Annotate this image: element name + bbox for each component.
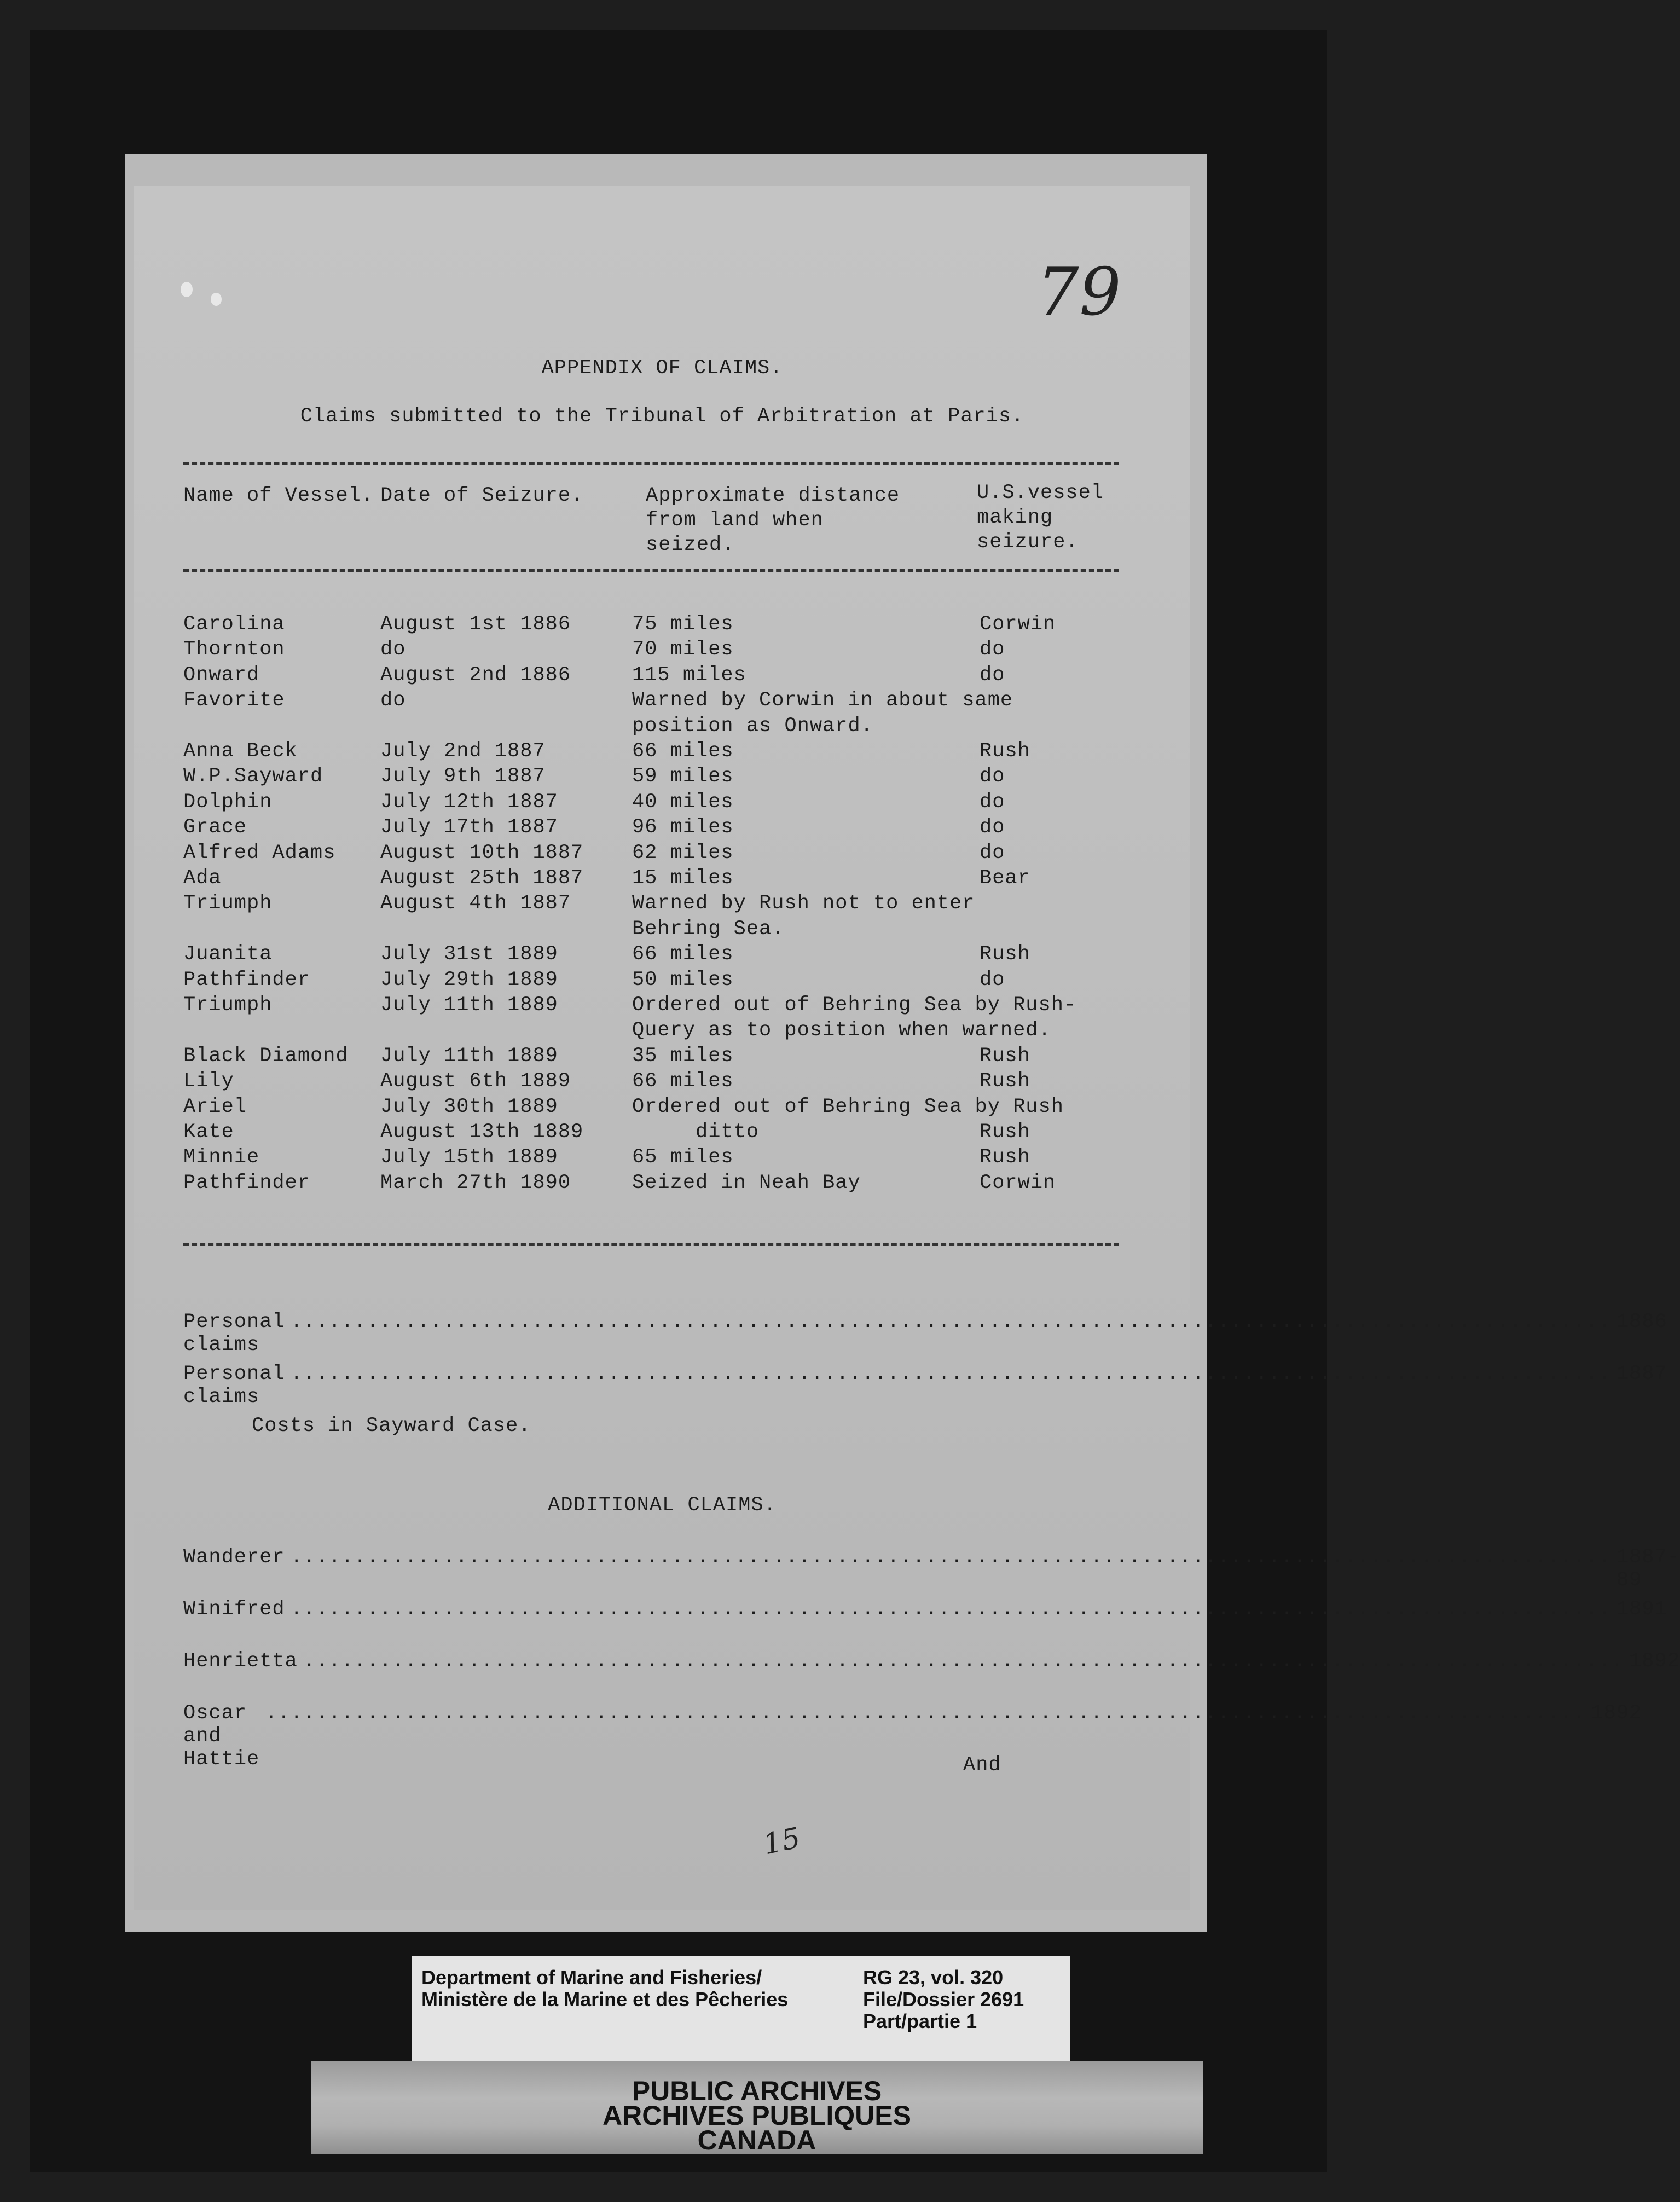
claim-label: Oscar and Hattie <box>183 1702 260 1771</box>
cell-date: March 27th 1890 <box>380 1172 571 1195</box>
cell-date: July 2nd 1887 <box>380 740 546 763</box>
claim-label: Wanderer <box>183 1546 285 1569</box>
cell-date: July 30th 1889 <box>380 1096 558 1119</box>
divider <box>183 462 1119 465</box>
cell-date: July 11th 1889 <box>380 994 558 1017</box>
cell-date: August 13th 1889 <box>380 1121 584 1144</box>
cell-name: Grace <box>183 816 247 839</box>
claim-label: Personal claims <box>183 1363 285 1409</box>
stamp-line: PUBLIC ARCHIVES <box>632 2076 882 2106</box>
cell-vessel: do <box>980 638 1005 661</box>
record-group: RG 23, vol. 320 <box>863 1966 1004 1989</box>
cell-vessel: do <box>980 969 1005 992</box>
cell-date: July 29th 1889 <box>380 969 558 992</box>
additional-claim-row <box>183 1598 1667 1621</box>
cell-name: Lily <box>183 1070 234 1093</box>
col-distance-header: seized. <box>646 534 735 557</box>
dot-leader: ........................................................................................................ <box>290 1546 1611 1569</box>
cell-date: July 17th 1887 <box>380 816 558 839</box>
cell-distance: position as Onward. <box>632 715 873 738</box>
claim-label: Henrietta <box>183 1650 298 1673</box>
cell-name: Kate <box>183 1121 234 1144</box>
additional-claim-row <box>183 1650 1680 1673</box>
cell-name: Anna Beck <box>183 740 298 763</box>
cell-distance: Behring Sea. <box>632 918 785 941</box>
costs-line: Costs in Sayward Case. <box>252 1415 531 1438</box>
cell-date: August 2nd 1886 <box>380 664 571 687</box>
col-us-vessel-header: U.S.vessel <box>977 482 1104 505</box>
cell-distance: Seized in Neah Bay <box>632 1172 861 1195</box>
claim-label: Personal claims <box>183 1311 285 1357</box>
cell-vessel: Bear <box>980 867 1030 890</box>
cell-date: July 15th 1889 <box>380 1146 558 1169</box>
cell-distance: 66 miles <box>632 1070 734 1093</box>
cell-vessel: Corwin <box>980 1172 1056 1195</box>
claim-year: 1887 <box>1616 1363 1667 1386</box>
cell-distance: 70 miles <box>632 638 734 661</box>
punch-hole <box>181 282 193 297</box>
cell-distance: 40 miles <box>632 791 734 814</box>
cell-distance: 50 miles <box>632 969 734 992</box>
col-us-vessel-header: making <box>977 506 1053 529</box>
cell-name: Dolphin <box>183 791 273 814</box>
cell-distance: 75 miles <box>632 613 734 636</box>
cell-date: August 25th 1887 <box>380 867 584 890</box>
cell-distance: Warned by Corwin in about same <box>632 689 1013 712</box>
folio-mark: 15 <box>760 1821 804 1862</box>
cell-name: Carolina <box>183 613 285 636</box>
divider <box>183 1243 1119 1246</box>
cell-name: Ada <box>183 867 222 890</box>
cell-vessel: do <box>980 664 1005 687</box>
cell-name: Minnie <box>183 1146 260 1169</box>
cell-vessel: do <box>980 816 1005 839</box>
dot-leader: ........................................................................................................ <box>290 1311 1611 1334</box>
cell-distance: Query as to position when warned. <box>632 1019 1051 1042</box>
cell-date: do <box>380 638 406 661</box>
stamp-line: CANADA <box>697 2125 816 2155</box>
document-page <box>134 186 1680 1910</box>
catchword: And <box>963 1754 1001 1777</box>
page-title: APPENDIX OF CLAIMS. <box>541 357 783 380</box>
cell-name: Ariel <box>183 1096 247 1119</box>
col-distance-header: from land when <box>646 509 824 532</box>
cell-distance: 15 miles <box>632 867 734 890</box>
cell-vessel: Rush <box>980 1045 1030 1068</box>
stamp-line: ARCHIVES PUBLIQUES <box>603 2100 911 2131</box>
claim-year: 1886 <box>1616 1311 1667 1334</box>
additional-claim-row <box>183 1546 1680 1592</box>
cell-vessel: do <box>980 765 1005 788</box>
cell-distance: 115 miles <box>632 664 746 687</box>
cell-distance: 59 miles <box>632 765 734 788</box>
page-subtitle: Claims submitted to the Tribunal of Arbitration at Paris. <box>300 405 1024 428</box>
cell-vessel: Rush <box>980 1070 1030 1093</box>
cell-vessel: Rush <box>980 1121 1030 1144</box>
cell-date: do <box>380 689 406 712</box>
page-number: 79 <box>1037 254 1122 331</box>
cell-name: Onward <box>183 664 260 687</box>
department-name: Department of Marine and Fisheries/ <box>421 1966 762 1989</box>
additional-claim-row <box>183 1702 1642 1771</box>
cell-name: Triumph <box>183 994 273 1017</box>
cell-name: W.P.Sayward <box>183 765 323 788</box>
cell-date: August 4th 1887 <box>380 892 571 915</box>
cell-distance: Ordered out of Behring Sea by Rush <box>632 1096 1064 1119</box>
claim-year: 1887-89 <box>1616 1546 1680 1592</box>
cell-name: Pathfinder <box>183 1172 311 1195</box>
additional-claims-title: ADDITIONAL CLAIMS. <box>548 1494 777 1517</box>
cell-vessel: do <box>980 842 1005 865</box>
cell-distance: 62 miles <box>632 842 734 865</box>
col-date-header: Date of Seizure. <box>380 484 584 507</box>
cell-name: Alfred Adams <box>183 842 336 865</box>
cell-vessel: do <box>980 791 1005 814</box>
cell-distance: 66 miles <box>632 740 734 763</box>
dot-leader: ........................................................................................................ <box>265 1702 1586 1725</box>
cell-date: July 31st 1889 <box>380 943 558 966</box>
cell-date: August 6th 1889 <box>380 1070 571 1093</box>
cell-name: Black Diamond <box>183 1045 349 1068</box>
cell-date: August 10th 1887 <box>380 842 584 865</box>
dot-leader: ........................................................................................................ <box>290 1598 1611 1621</box>
claim-year: 1891 <box>1616 1598 1667 1621</box>
cell-date: July 12th 1887 <box>380 791 558 814</box>
personal-claim-row <box>183 1363 1667 1409</box>
file-number: File/Dossier 2691 <box>863 1988 1024 2010</box>
cell-vessel: Corwin <box>980 613 1056 636</box>
cell-distance: 66 miles <box>632 943 734 966</box>
claim-label: Winifred <box>183 1598 285 1621</box>
cell-date: July 9th 1887 <box>380 765 546 788</box>
cell-name: Juanita <box>183 943 273 966</box>
dot-leader: ........................................................................................................ <box>303 1650 1624 1673</box>
cell-name: Pathfinder <box>183 969 311 992</box>
cell-date: July 11th 1889 <box>380 1045 558 1068</box>
divider <box>183 569 1119 572</box>
department-name-fr: Ministère de la Marine et des Pêcheries <box>421 1988 789 2010</box>
col-us-vessel-header: seizure. <box>977 531 1079 554</box>
cell-name: Thornton <box>183 638 285 661</box>
cell-distance: Warned by Rush not to enter <box>632 892 975 915</box>
cell-date: August 1st 1886 <box>380 613 571 636</box>
cell-distance: Ordered out of Behring Sea by Rush- <box>632 994 1077 1017</box>
claim-year: 1892 <box>1629 1650 1680 1673</box>
cell-name: Triumph <box>183 892 273 915</box>
punch-hole <box>211 293 222 306</box>
col-distance-header: Approximate distance <box>646 484 900 507</box>
cell-distance: 35 miles <box>632 1045 734 1068</box>
archive-reference-label <box>412 1956 1070 2074</box>
cell-vessel: Rush <box>980 740 1030 763</box>
claim-year: 1892 <box>1591 1702 1642 1725</box>
cell-vessel: Rush <box>980 1146 1030 1169</box>
cell-vessel: Rush <box>980 943 1030 966</box>
archives-stamp <box>311 2061 1203 2154</box>
part-number: Part/partie 1 <box>863 2010 977 2032</box>
personal-claim-row <box>183 1311 1667 1357</box>
cell-distance: ditto <box>632 1121 760 1144</box>
cell-name: Favorite <box>183 689 285 712</box>
cell-distance: 96 miles <box>632 816 734 839</box>
cell-distance: 65 miles <box>632 1146 734 1169</box>
col-vessel-header: Name of Vessel. <box>183 484 374 507</box>
dot-leader: ........................................................................................................ <box>290 1363 1611 1386</box>
